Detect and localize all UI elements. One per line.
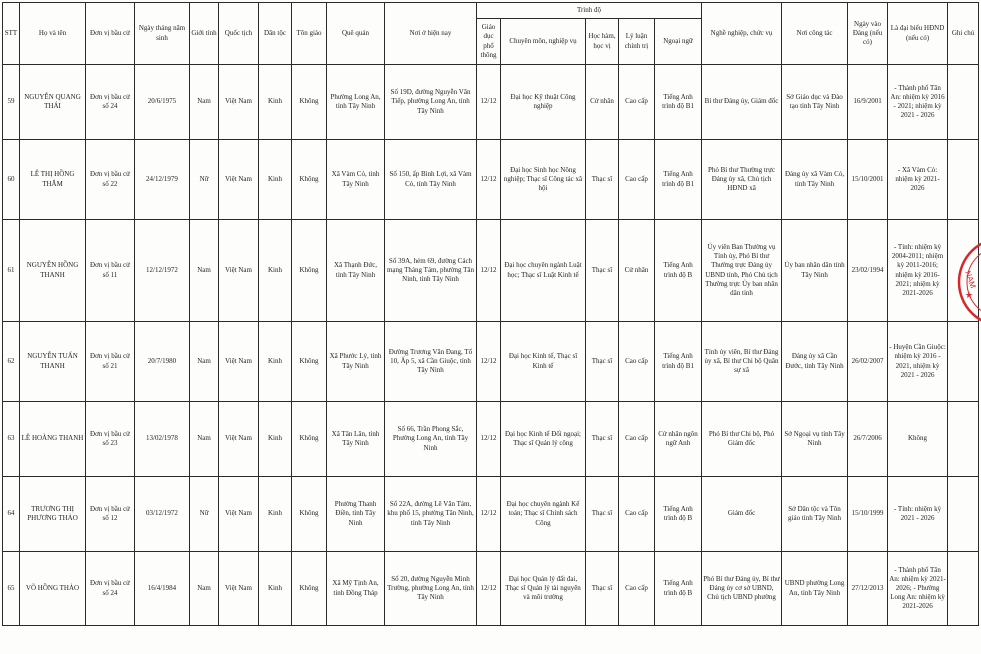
cell-dob: 16/4/1984 — [135, 552, 190, 626]
cell-unit: Đơn vị bầu cử số 24 — [86, 65, 135, 140]
cell-language: Tiếng Anh trình độ B1 — [655, 140, 702, 220]
cell-ethnicity: Kinh — [259, 220, 292, 322]
cell-council: Không — [888, 402, 948, 477]
cell-name: LÊ HOÀNG THANH — [20, 402, 86, 477]
cell-stt: 64 — [3, 477, 20, 552]
col-header-occupation: Nghề nghiệp, chức vụ — [702, 3, 782, 65]
cell-occupation: Bí thư Đảng ủy, Giám đốc — [702, 65, 782, 140]
cell-language: Tiếng Anh trình độ B — [655, 477, 702, 552]
col-header-unit: Đơn vị bầu cử — [86, 3, 135, 65]
cell-gender: Nữ — [190, 140, 219, 220]
cell-name: NGUYỄN QUANG THÁI — [20, 65, 86, 140]
cell-occupation: Phó Bí thư Đảng ủy, Bí thư Đảng ủy cơ sở UBND, Chủ tịch UBND phường — [702, 552, 782, 626]
cell-occupation: Ủy viên Ban Thường vụ Tỉnh ủy, Phó Bí thư Thường trực Đảng ủy UBND tỉnh, Phó Chủ tịch Thường trực Ủy ban nhân dân tỉnh — [702, 220, 782, 322]
cell-note — [948, 322, 979, 402]
candidate-table — [2, 2, 979, 626]
cell-dob: 03/12/1972 — [135, 477, 190, 552]
cell-workplace: UBND phường Long An, tỉnh Tây Ninh — [782, 552, 848, 626]
cell-party-date: 15/10/2001 — [848, 140, 888, 220]
cell-religion: Không — [292, 65, 327, 140]
cell-gender: Nữ — [190, 477, 219, 552]
cell-language: Cử nhân ngôn ngữ Anh — [655, 402, 702, 477]
cell-religion: Không — [292, 220, 327, 322]
cell-language: Tiếng Anh trình độ B1 — [655, 322, 702, 402]
cell-party-date: 26/02/2007 — [848, 322, 888, 402]
cell-gender: Nam — [190, 220, 219, 322]
cell-general-edu: 12/12 — [477, 477, 501, 552]
col-header-religion: Tôn giáo — [292, 3, 327, 65]
cell-occupation: Phó Bí thư Thường trực Đảng ủy xã, Chủ tịch HĐND xã — [702, 140, 782, 220]
cell-hometown: Xã Phước Lý, tỉnh Tây Ninh — [327, 322, 385, 402]
cell-politics: Cao cấp — [619, 477, 655, 552]
cell-politics: Cử nhân — [619, 220, 655, 322]
cell-gender: Nam — [190, 402, 219, 477]
cell-name: NGUYỄN TUẤN THANH — [20, 322, 86, 402]
header-row-top — [3, 3, 979, 19]
cell-party-date: 16/9/2001 — [848, 65, 888, 140]
cell-unit: Đơn vị bầu cử số 22 — [86, 140, 135, 220]
col-header-note: Ghi chú — [948, 3, 979, 65]
cell-workplace: Sở Giáo dục và Đào tạo tỉnh Tây Ninh — [782, 65, 848, 140]
cell-nationality: Việt Nam — [219, 322, 259, 402]
seal-graphic — [951, 232, 981, 332]
cell-name: NGUYỄN HỒNG THANH — [20, 220, 86, 322]
cell-party-date: 26/7/2006 — [848, 402, 888, 477]
cell-unit: Đơn vị bầu cử số 11 — [86, 220, 135, 322]
table-row — [3, 552, 979, 626]
cell-religion: Không — [292, 402, 327, 477]
cell-language: Tiếng Anh trình độ B — [655, 220, 702, 322]
cell-hometown: Xã Thạnh Đức, tỉnh Tây Ninh — [327, 220, 385, 322]
col-header-politics: Lý luận chính trị — [619, 19, 655, 65]
red-seal-stamp — [951, 232, 981, 332]
cell-degree: Cử nhân — [586, 65, 619, 140]
cell-stt: 59 — [3, 65, 20, 140]
cell-politics: Cao cấp — [619, 140, 655, 220]
cell-general-edu: 12/12 — [477, 220, 501, 322]
cell-stt: 65 — [3, 552, 20, 626]
col-header-residence: Nơi ở hiện nay — [385, 3, 477, 65]
cell-stt: 61 — [3, 220, 20, 322]
col-header-general-edu: Giáo dục phổ thông — [477, 19, 501, 65]
cell-hometown: Phường Long An, tỉnh Tây Ninh — [327, 65, 385, 140]
cell-stt: 60 — [3, 140, 20, 220]
cell-unit: Đơn vị bầu cử số 24 — [86, 552, 135, 626]
cell-nationality: Việt Nam — [219, 552, 259, 626]
cell-workplace: Đảng ủy xã Vàm Cỏ, tỉnh Tây Ninh — [782, 140, 848, 220]
cell-politics: Cao cấp — [619, 402, 655, 477]
cell-dob: 20/7/1980 — [135, 322, 190, 402]
cell-nationality: Việt Nam — [219, 477, 259, 552]
cell-language: Tiếng Anh trình độ B — [655, 552, 702, 626]
cell-name: LÊ THỊ HỒNG THẮM — [20, 140, 86, 220]
cell-occupation: Tỉnh ủy viên, Bí thư Đảng ủy xã, Bí thư Chi bộ Quân sự xã — [702, 322, 782, 402]
cell-residence: Số 20, đường Nguyễn Minh Trường, phường Long An, tỉnh Tây Ninh — [385, 552, 477, 626]
seal-star-icon: ★ — [965, 291, 974, 301]
cell-degree: Thạc sĩ — [586, 552, 619, 626]
cell-religion: Không — [292, 552, 327, 626]
cell-residence: Số 19D, đường Nguyễn Văn Tiếp, phường Long An, tỉnh Tây Ninh — [385, 65, 477, 140]
cell-specialty: Đại học chuyên ngành Kế toán; Thạc sĩ Chính sách Công — [501, 477, 586, 552]
col-header-name: Họ và tên — [20, 3, 86, 65]
cell-language: Tiếng Anh trình độ B1 — [655, 65, 702, 140]
col-header-party-date: Ngày vào Đảng (nếu có) — [848, 3, 888, 65]
col-header-education-group: Trình độ — [477, 3, 702, 19]
cell-workplace: Ủy ban nhân dân tỉnh Tây Ninh — [782, 220, 848, 322]
cell-council: - Tỉnh: nhiệm kỳ 2021 - 2026 — [888, 477, 948, 552]
cell-politics: Cao cấp — [619, 65, 655, 140]
cell-workplace: Sở Ngoại vụ tỉnh Tây Ninh — [782, 402, 848, 477]
col-header-workplace: Nơi công tác — [782, 3, 848, 65]
cell-workplace: Sở Dân tộc và Tôn giáo tỉnh Tây Ninh — [782, 477, 848, 552]
cell-specialty: Đại học Sinh học Nông nghiệp; Thạc sĩ Công tác xã hội — [501, 140, 586, 220]
table-row — [3, 65, 979, 140]
cell-residence: Số 22A, đường Lê Văn Tám, khu phố 15, phường Tân Ninh, tỉnh Tây Ninh — [385, 477, 477, 552]
cell-occupation: Phó Bí thư Chi bộ, Phó Giám đốc — [702, 402, 782, 477]
cell-hometown: Phường Thanh Điền, tỉnh Tây Ninh — [327, 477, 385, 552]
cell-general-edu: 12/12 — [477, 322, 501, 402]
cell-residence: Số 150, ấp Bình Lợi, xã Vàm Cỏ, tỉnh Tây Ninh — [385, 140, 477, 220]
cell-council: - Xã Vàm Cỏ: nhiệm kỳ 2021-2026 — [888, 140, 948, 220]
cell-note — [948, 477, 979, 552]
cell-general-edu: 12/12 — [477, 65, 501, 140]
cell-stt: 62 — [3, 322, 20, 402]
cell-unit: Đơn vị bầu cử số 21 — [86, 322, 135, 402]
cell-degree: Thạc sĩ — [586, 322, 619, 402]
cell-name: VÕ HỒNG THẢO — [20, 552, 86, 626]
seal-text: NAM — [963, 269, 978, 290]
cell-specialty: Đại học Quản lý đất đai, Thạc sĩ Quản lý tài nguyên và môi trường — [501, 552, 586, 626]
cell-ethnicity: Kinh — [259, 322, 292, 402]
cell-occupation: Giám đốc — [702, 477, 782, 552]
col-header-nationality: Quốc tịch — [219, 3, 259, 65]
cell-party-date: 27/12/2013 — [848, 552, 888, 626]
cell-residence: Đường Trương Văn Đang, Tổ 10, Ấp 5, xã Cần Giuộc, tỉnh Tây Ninh — [385, 322, 477, 402]
cell-council: - Thành phố Tân An: nhiệm kỳ 2021-2026; - Phường Long An: nhiệm kỳ 2021-2026 — [888, 552, 948, 626]
cell-dob: 20/6/1975 — [135, 65, 190, 140]
cell-hometown: Xã Vàm Cỏ, tỉnh Tây Ninh — [327, 140, 385, 220]
cell-nationality: Việt Nam — [219, 220, 259, 322]
cell-hometown: Xã Mỹ Tịnh An, tỉnh Đồng Tháp — [327, 552, 385, 626]
cell-council: - Huyện Cần Giuộc: nhiệm kỳ 2016 - 2021, nhiệm kỳ 2021 - 2026 — [888, 322, 948, 402]
cell-note — [948, 65, 979, 140]
cell-ethnicity: Kinh — [259, 140, 292, 220]
cell-degree: Thạc sĩ — [586, 140, 619, 220]
col-header-ethnicity: Dân tộc — [259, 3, 292, 65]
cell-gender: Nam — [190, 322, 219, 402]
cell-council: - Thành phố Tân An: nhiệm kỳ 2016 - 2021; nhiệm kỳ 2021 - 2026 — [888, 65, 948, 140]
cell-party-date: 15/10/1999 — [848, 477, 888, 552]
cell-unit: Đơn vị bầu cử số 23 — [86, 402, 135, 477]
cell-specialty: Đại học Kinh tế Đối ngoại; Thạc sĩ Quản lý công — [501, 402, 586, 477]
cell-degree: Thạc sĩ — [586, 220, 619, 322]
cell-workplace: Đảng ủy xã Cần Đước, tỉnh Tây Ninh — [782, 322, 848, 402]
cell-religion: Không — [292, 140, 327, 220]
cell-religion: Không — [292, 322, 327, 402]
cell-nationality: Việt Nam — [219, 65, 259, 140]
cell-general-edu: 12/12 — [477, 140, 501, 220]
cell-ethnicity: Kinh — [259, 552, 292, 626]
cell-degree: Thạc sĩ — [586, 477, 619, 552]
cell-specialty: Đại học chuyên ngành Luật học; Thạc sĩ Luật Kinh tế — [501, 220, 586, 322]
col-header-degree: Học hàm, học vị — [586, 19, 619, 65]
cell-general-edu: 12/12 — [477, 552, 501, 626]
col-header-council: Là đại biểu HĐND (nếu có) — [888, 3, 948, 65]
cell-residence: Số 39A, hẻm 69, đường Cách mạng Tháng Tám, phường Tân Ninh, tỉnh Tây Ninh — [385, 220, 477, 322]
col-header-specialty: Chuyên môn, nghiệp vụ — [501, 19, 586, 65]
cell-gender: Nam — [190, 552, 219, 626]
col-header-gender: Giới tính — [190, 3, 219, 65]
cell-dob: 24/12/1979 — [135, 140, 190, 220]
cell-note — [948, 140, 979, 220]
cell-ethnicity: Kinh — [259, 65, 292, 140]
cell-degree: Thạc sĩ — [586, 402, 619, 477]
cell-nationality: Việt Nam — [219, 402, 259, 477]
cell-dob: 12/12/1972 — [135, 220, 190, 322]
cell-council: - Tỉnh: nhiệm kỳ 2004-2011; nhiệm kỳ 2011-2016; nhiệm kỳ 2016-2021; nhiệm kỳ 2021-2026 — [888, 220, 948, 322]
cell-residence: Số 66, Trần Phong Sắc, Phường Long An, tỉnh Tây Ninh — [385, 402, 477, 477]
cell-dob: 13/02/1978 — [135, 402, 190, 477]
table-row — [3, 220, 979, 322]
cell-politics: Cao cấp — [619, 322, 655, 402]
cell-gender: Nam — [190, 65, 219, 140]
cell-stt: 63 — [3, 402, 20, 477]
table-row — [3, 477, 979, 552]
cell-ethnicity: Kinh — [259, 477, 292, 552]
cell-politics: Cao cấp — [619, 552, 655, 626]
table-row — [3, 402, 979, 477]
cell-ethnicity: Kinh — [259, 402, 292, 477]
cell-religion: Không — [292, 477, 327, 552]
col-header-language: Ngoại ngữ — [655, 19, 702, 65]
cell-specialty: Đại học Kinh tế, Thạc sĩ Kinh tế — [501, 322, 586, 402]
table-row — [3, 322, 979, 402]
col-header-stt: STT — [3, 3, 20, 65]
col-header-hometown: Quê quán — [327, 3, 385, 65]
cell-name: TRƯƠNG THỊ PHƯƠNG THẢO — [20, 477, 86, 552]
cell-party-date: 23/02/1994 — [848, 220, 888, 322]
cell-nationality: Việt Nam — [219, 140, 259, 220]
cell-note — [948, 552, 979, 626]
col-header-dob: Ngày tháng năm sinh — [135, 3, 190, 65]
cell-hometown: Xã Tân Lân, tỉnh Tây Ninh — [327, 402, 385, 477]
cell-note — [948, 402, 979, 477]
cell-specialty: Đại học Kỹ thuật Công nghiệp — [501, 65, 586, 140]
cell-unit: Đơn vị bầu cử số 12 — [86, 477, 135, 552]
table-row — [3, 140, 979, 220]
cell-general-edu: 12/12 — [477, 402, 501, 477]
